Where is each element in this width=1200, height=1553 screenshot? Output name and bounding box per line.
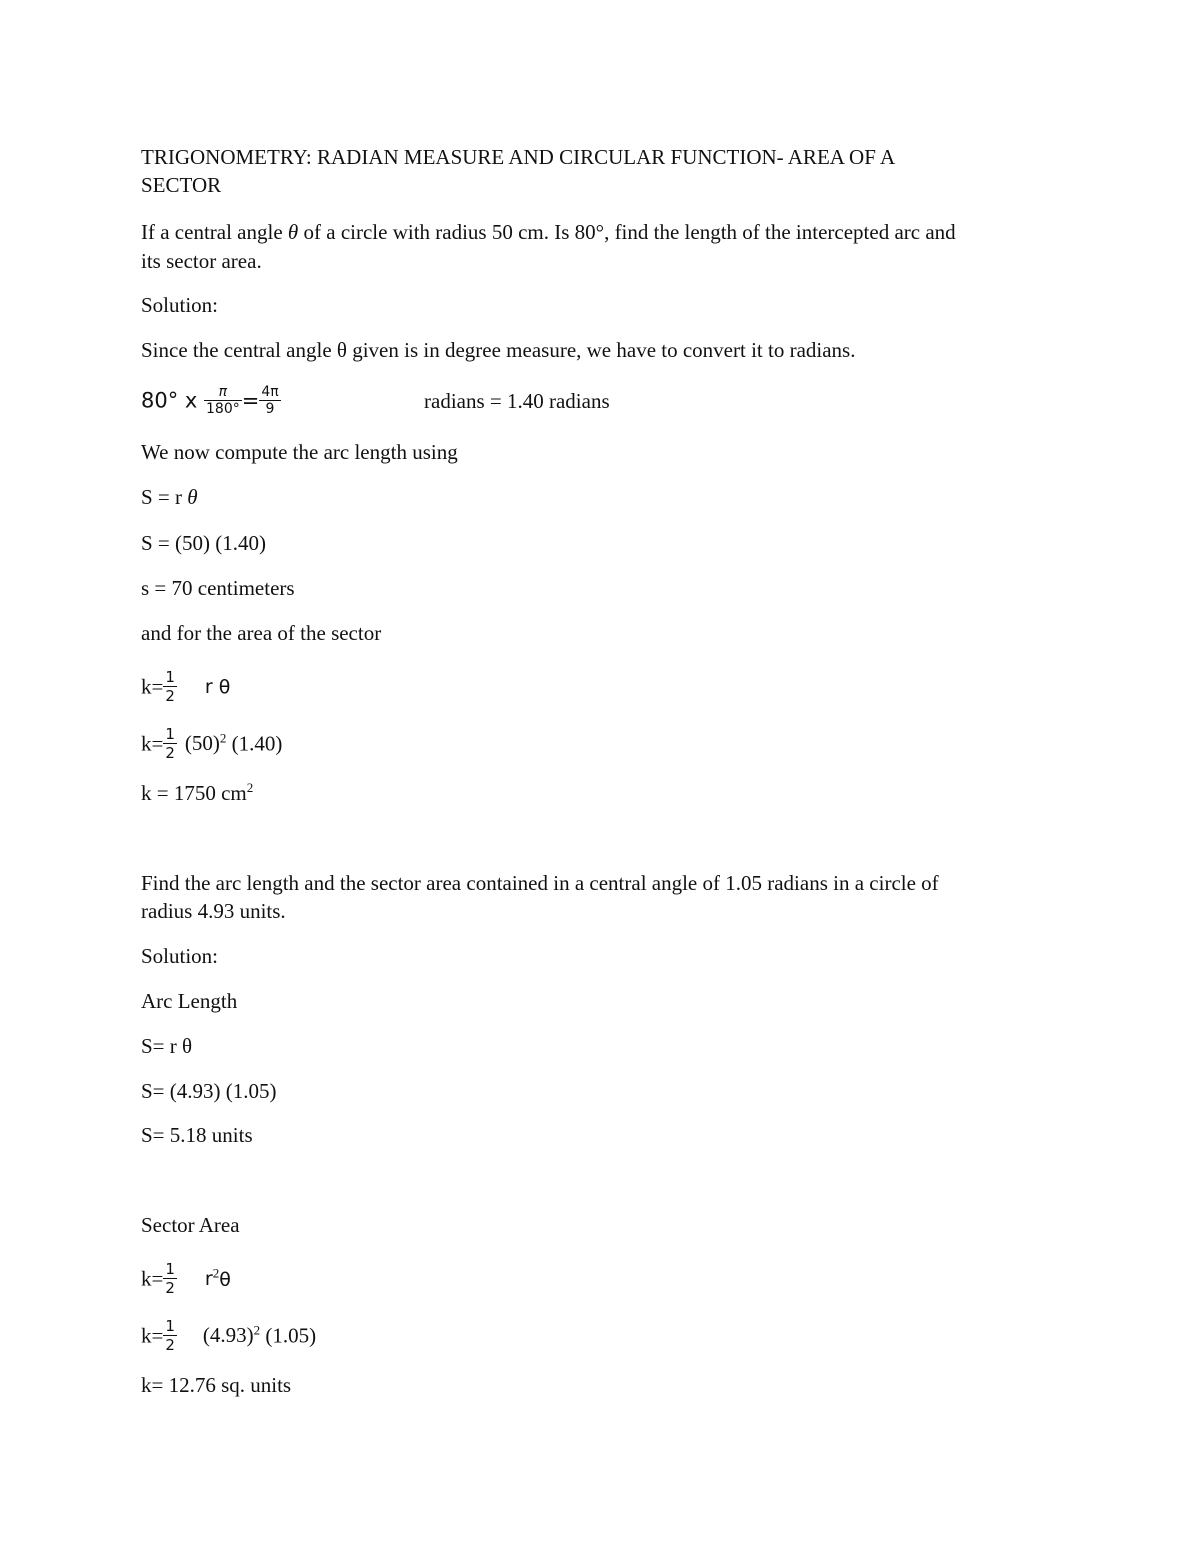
compute-text: We now compute the arc length using xyxy=(141,440,458,464)
k-lead: k= xyxy=(141,674,164,699)
fraction-denominator: 2 xyxy=(165,744,175,762)
formula-r: r xyxy=(204,1268,213,1291)
arc-length-formula-2: S= r θ xyxy=(141,1034,193,1058)
exponent: 2 xyxy=(246,780,254,795)
arc-length-formula xyxy=(141,483,198,511)
arc-length-result: s = 70 centimeters xyxy=(141,576,295,600)
sector-area-substitution xyxy=(141,727,282,764)
sector-area-formula xyxy=(141,670,230,707)
equals-sign: = xyxy=(241,388,260,413)
fraction-numerator: 1 xyxy=(165,1260,175,1278)
formula-theta: θ xyxy=(219,1268,231,1291)
problem-2-statement-cont: radius 4.93 units. xyxy=(141,899,286,923)
fraction-denominator: 2 xyxy=(165,1279,175,1297)
conversion-result: radians = 1.40 radians xyxy=(424,389,610,413)
fraction-one-half xyxy=(163,1317,177,1354)
k-lead: k= xyxy=(141,1323,164,1348)
fraction-one-half xyxy=(163,725,177,762)
fraction-4pi-over-9 xyxy=(259,384,280,417)
substitution-a: (50) xyxy=(184,731,220,756)
sector-area-formula-2 xyxy=(141,1262,231,1299)
sector-area-substitution-2 xyxy=(141,1319,316,1356)
fraction-numerator: 1 xyxy=(165,668,175,686)
theta-symbol: θ xyxy=(287,220,299,244)
k-lead: k= xyxy=(141,731,164,756)
substitution-a: (4.93) xyxy=(202,1323,254,1348)
sector-area-result-2: k= 12.76 sq. units xyxy=(141,1373,292,1397)
arc-length-substitution-2: S= (4.93) (1.05) xyxy=(141,1079,277,1103)
exponent: 2 xyxy=(212,1265,220,1281)
fraction-numerator: π xyxy=(218,384,228,400)
fraction-denominator: 2 xyxy=(165,1336,175,1354)
theta-symbol: θ xyxy=(187,485,198,509)
conv-lead: 80° x xyxy=(141,388,204,413)
statement-part-a: If a central angle xyxy=(141,220,288,244)
formula-text: S = r xyxy=(141,485,188,509)
conversion-equation xyxy=(141,386,281,419)
fraction-one-half xyxy=(163,668,177,705)
arc-length-result-2: S= 5.18 units xyxy=(141,1123,253,1147)
fraction-numerator: 4π xyxy=(261,384,279,400)
substitution-b: (1.05) xyxy=(260,1323,317,1348)
fraction-numerator: 1 xyxy=(165,1317,175,1335)
formula-rest: r θ xyxy=(204,676,231,699)
fraction-pi-over-180 xyxy=(204,384,242,417)
arc-length-substitution: S = (50) (1.40) xyxy=(141,531,266,555)
title-line-1: TRIGONOMETRY: RADIAN MEASURE AND CIRCULAR FUNCTION- AREA OF A xyxy=(141,145,896,169)
problem-1-statement xyxy=(141,218,956,246)
convert-text: Since the central angle θ given is in degree measure, we have to convert it to radians. xyxy=(141,338,856,362)
solution-label-2: Solution: xyxy=(141,944,219,968)
sector-area-heading: Sector Area xyxy=(141,1213,240,1237)
fraction-denominator: 180° xyxy=(206,401,240,417)
sector-area-result xyxy=(141,779,253,807)
result-text: k = 1750 cm xyxy=(141,781,247,805)
title-line-2: SECTOR xyxy=(141,173,222,197)
k-lead: k= xyxy=(141,1266,164,1291)
statement-part-b: of a circle with radius 50 cm. Is 80°, find the length of the intercepted arc and xyxy=(298,220,956,244)
fraction-numerator: 1 xyxy=(165,725,175,743)
solution-label-1: Solution: xyxy=(141,293,219,317)
problem-2-statement: Find the arc length and the sector area contained in a central angle of 1.05 radians in a circle of xyxy=(141,871,939,895)
fraction-denominator: 9 xyxy=(259,400,280,417)
fraction-one-half xyxy=(163,1260,177,1297)
arc-length-heading: Arc Length xyxy=(141,989,238,1013)
problem-1-statement-cont: its sector area. xyxy=(141,249,262,273)
fraction-denominator: 2 xyxy=(165,687,175,705)
exponent: 2 xyxy=(253,1322,261,1338)
exponent: 2 xyxy=(219,730,227,746)
substitution-b: (1.40) xyxy=(226,731,283,756)
area-text: and for the area of the sector xyxy=(141,621,382,645)
